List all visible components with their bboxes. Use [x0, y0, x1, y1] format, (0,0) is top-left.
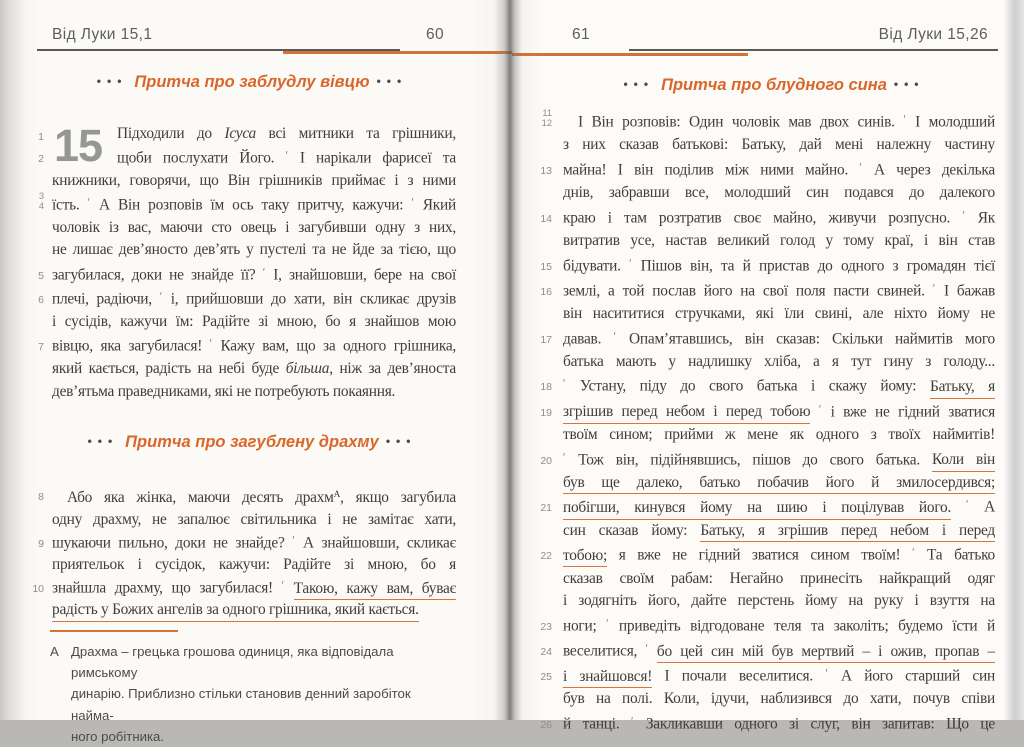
text-line: 10 знайшла драхму, що загубилася! $^ʹ$ Такою, кажу вам, буває	[52, 576, 456, 599]
footnote-divider	[50, 630, 178, 632]
text-line: 17 давав. $^ʹ$ Опам’ятавшись, він сказав: Скільки наймитів мого	[563, 326, 995, 351]
verse-number: 21	[540, 502, 552, 515]
text-line: був ще далеко, батько побачив його й змилосердився;	[563, 472, 995, 495]
running-title: Від Луки 15,1	[52, 26, 153, 43]
text-line: 9 шукаючи пильно, доки не знайде? $^ʹ$ А знайшовши, скликає	[52, 531, 456, 554]
verse-number: 10	[32, 582, 44, 595]
verse-number: 14	[540, 212, 552, 225]
verse-number: 2	[38, 153, 44, 166]
text-line: книжники, говорячи, що Він грішників приймає і з ними	[52, 172, 456, 190]
verse-number: 13	[540, 164, 552, 177]
text-line: днів, забравши все, молодший син подався до далекого	[563, 184, 995, 202]
text-line: 3 4 їсть. $^ʹ$ А Він розповів їм ось таку притчу, кажучи: $^ʹ$ Який	[52, 192, 456, 217]
text-line: він насититися стручками, які їли свині, але ніхто йому не	[563, 305, 995, 323]
running-header-right	[572, 26, 988, 44]
text-line: 26 й танці. $^ʹ$ Закликавши одного зі слуг, він запитав: Що це	[563, 711, 995, 736]
text-line: син сказав йому: Батьку, я згрішив перед небом і перед	[563, 520, 995, 543]
text-line: витратив усе, настав великий голод у тому краї, і він став	[563, 231, 995, 249]
verse-number: 20	[540, 454, 552, 467]
page-number: 60	[425, 26, 444, 43]
header-rule	[629, 49, 998, 51]
running-header-left	[52, 26, 444, 44]
text-line: 15 бідувати. $^ʹ$ Пішов він, та й пристав до одного з громадян тієї	[563, 253, 995, 278]
text-line: 6 плечі, радіючи, $^ʹ$ і, прийшовши до хати, він скликає друзів	[52, 286, 456, 311]
ornament-dots-icon: •••	[623, 77, 655, 91]
chapter-number: 15	[54, 120, 103, 171]
text-line: з них сказав батькові: Батьку, дай мені належну частину	[563, 136, 995, 154]
text-line: 7 вівцю, яка загубилася! $^ʹ$ Кажу вам, що за одного грішника,	[52, 333, 456, 358]
text-line: твоїм сином; прийми ж мене як одного з твоїх наймитів!	[563, 425, 995, 443]
verse-number: 1	[38, 131, 44, 143]
text-line: чоловік із вас, маючи сто овець і загубивши одну з них,	[52, 219, 456, 237]
running-title: Від Луки 15,26	[878, 26, 988, 43]
footnote-text	[50, 641, 452, 747]
verse-number: 5	[38, 269, 44, 282]
text-line: 20 $^ʹ$ Тож він, підійнявшись, пішов до свого батька. Коли він	[563, 447, 995, 472]
verse-number: 18	[540, 381, 552, 394]
ornament-dots-icon: •••	[893, 77, 925, 91]
verse-number: 24	[540, 645, 552, 658]
verse-number: 11 12	[541, 108, 552, 128]
text-line: 1 Підходили до Ісуса всі митники та грішники,	[52, 123, 456, 145]
text-line: 14 краю і там розтратив своє майно, живучи розпусно. $^ʹ$ Як	[563, 205, 995, 230]
text-line: 23 ноги; $^ʹ$ приведіть відгодоване теля та заколіть; будемо їсти й	[563, 613, 995, 638]
verse-number: 19	[540, 406, 552, 419]
text-line: 16 землі, а той послав його на свої поля пасти свиней. $^ʹ$ І бажав	[563, 278, 995, 303]
text-line: 2 щоби послухати Його. $^ʹ$ І нарікали фарисеї та	[52, 145, 456, 170]
text-line: 24 веселитися, $^ʹ$ бо цей син мій був мертвий – і ожив, пропав –	[563, 638, 995, 663]
verse-number: 6	[38, 294, 44, 307]
text-line: і зодягніть його, дайте перстень йому на руку і взуття на	[563, 592, 995, 610]
paragraph-lost-sheep	[38, 120, 457, 403]
verse-number: 25	[540, 671, 552, 684]
text-line: 22 тобою; я вже не гідний зватися сином твоїм! $^ʹ$ Та батько	[563, 542, 995, 567]
text-line: 11 12 І Він розповів: Один чоловік мав двох синів. $^ʹ$ І молодший	[563, 109, 995, 134]
footnote	[50, 641, 452, 747]
footnote-line: Драхма – грецька грошова одиниця, яка відповідала римському	[71, 644, 394, 681]
text-line: 21 побігши, кинувся йому на шию і поцілував його. $^ʹ$ А	[563, 494, 995, 519]
paragraph-lost-coin	[32, 484, 456, 621]
section-heading-lost-sheep: ••• Притча про заблудлу вівцю •••	[96, 73, 408, 91]
verse-number: 9	[38, 537, 44, 550]
text-line: 8 Або яка жінка, маючи десять драхм$^А$, якщо загубила	[52, 484, 456, 509]
page-number: 61	[572, 26, 591, 43]
text-line: радість у Божих ангелів за одного грішника, який кається.	[52, 599, 456, 621]
verse-number: 7	[38, 341, 44, 354]
text-line: не лишає дев’яносто дев’ять у пустелі та не йде за тією, що	[52, 241, 456, 259]
text-line: який кається, радість на небі буде більша, ніж за дев’яноста	[52, 360, 456, 378]
section-heading-prodigal-son: ••• Притча про блудного сина •••	[623, 76, 925, 94]
verse-number: 16	[540, 285, 552, 298]
text-line: 25 і знайшовся! І почали веселитися. $^ʹ$ А його старший син	[563, 663, 995, 688]
footnote-line: ного робітника.	[71, 728, 165, 744]
page-right	[512, 0, 1024, 733]
text-line: батька мають у надлишку хліба, а я тут гину з голоду...	[563, 352, 995, 370]
text-line: 13 майна! І він поділив між ними майно. $^ʹ$ А через декілька	[563, 157, 995, 182]
verse-number: 15	[540, 260, 552, 273]
text-line: 18 $^ʹ$ Устану, піду до свого батька і скажу йому: Батьку, я	[563, 373, 995, 398]
section-heading-lost-coin: ••• Притча про загублену драхму •••	[87, 433, 417, 451]
footnote-line: динарію. Приблизно стільки становив денний заробіток найма-	[71, 686, 411, 723]
ornament-dots-icon: •••	[96, 74, 128, 88]
text-line: і сусідів, кажучи їм: Радійте зі мною, бо я знайшов мою	[52, 313, 456, 331]
verse-number: 22	[540, 550, 552, 563]
header-rule-accent	[512, 53, 748, 56]
text-line: 5 загубилася, доки не знайде її? $^ʹ$ І, знайшовши, бере на свої	[52, 262, 456, 287]
text-line: приятельок і сусідок, кажучи: Радійте зі мною, бо я	[52, 556, 456, 574]
ornament-dots-icon: •••	[87, 434, 119, 448]
header-rule-accent	[283, 51, 512, 54]
footnote-marker: А	[50, 644, 59, 659]
verse-number: 17	[540, 333, 552, 346]
ornament-dots-icon: •••	[376, 74, 408, 88]
verse-number: 23	[540, 620, 552, 633]
text-line: дев’ятьма праведниками, які не потребують покаяння.	[52, 382, 396, 400]
text-line: 19 згрішив перед небом і перед тобою $^ʹ$ і вже не гідний зватися	[563, 399, 995, 424]
paragraph-prodigal-son	[540, 108, 996, 736]
verse-number: 26	[540, 719, 552, 732]
verse-number: 3 4	[38, 191, 44, 212]
text-line: одну драхму, не запалює світильника і не замітає хати,	[52, 510, 456, 528]
page-left	[0, 0, 512, 744]
ornament-dots-icon: •••	[385, 434, 417, 448]
verse-number: 8	[38, 491, 44, 503]
text-line: був на полі. Коли, ідучи, наблизився до хати, почув співи	[563, 690, 995, 708]
text-line: сказав своїм рабам: Негайно принесіть найкращий одяг	[563, 569, 995, 587]
